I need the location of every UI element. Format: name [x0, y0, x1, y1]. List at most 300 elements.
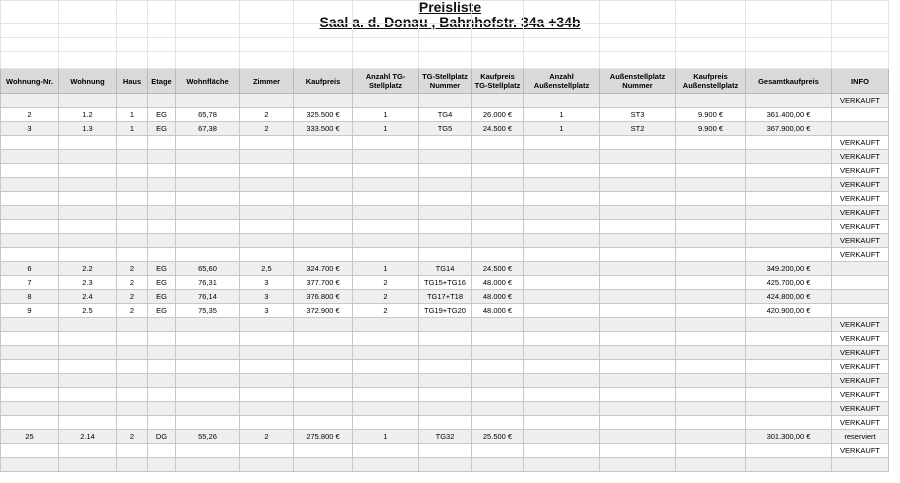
table-cell[interactable]: 9: [1, 304, 59, 318]
table-cell[interactable]: [240, 136, 294, 150]
table-cell[interactable]: [240, 332, 294, 346]
table-cell[interactable]: [353, 318, 419, 332]
empty-cell[interactable]: [600, 38, 676, 52]
table-cell[interactable]: [353, 94, 419, 108]
table-cell[interactable]: TG32: [419, 430, 472, 444]
info-cell[interactable]: VERKAUFT: [832, 178, 889, 192]
table-cell[interactable]: [117, 178, 148, 192]
table-cell[interactable]: [117, 234, 148, 248]
table-cell[interactable]: [746, 164, 832, 178]
empty-cell[interactable]: [240, 24, 294, 38]
table-cell[interactable]: [746, 388, 832, 402]
table-cell[interactable]: [59, 94, 117, 108]
info-cell[interactable]: VERKAUFT: [832, 402, 889, 416]
table-cell[interactable]: [1, 346, 59, 360]
table-cell[interactable]: 2: [117, 430, 148, 444]
table-cell[interactable]: [240, 360, 294, 374]
table-cell[interactable]: [148, 150, 176, 164]
table-cell[interactable]: [117, 458, 148, 472]
table-cell[interactable]: [472, 360, 524, 374]
table-cell[interactable]: [294, 388, 353, 402]
empty-cell[interactable]: [240, 38, 294, 52]
table-cell[interactable]: 325.500 €: [294, 108, 353, 122]
table-cell[interactable]: [353, 444, 419, 458]
table-cell[interactable]: [472, 136, 524, 150]
table-cell[interactable]: [59, 458, 117, 472]
table-cell[interactable]: [419, 416, 472, 430]
table-cell[interactable]: 1: [353, 430, 419, 444]
table-cell[interactable]: ST2: [600, 122, 676, 136]
table-cell[interactable]: 1.3: [59, 122, 117, 136]
table-cell[interactable]: [148, 374, 176, 388]
table-cell[interactable]: [524, 346, 600, 360]
table-cell[interactable]: [176, 346, 240, 360]
table-cell[interactable]: [176, 248, 240, 262]
table-cell[interactable]: [600, 178, 676, 192]
table-cell[interactable]: [294, 234, 353, 248]
empty-cell[interactable]: [419, 52, 472, 69]
table-cell[interactable]: [1, 458, 59, 472]
table-cell[interactable]: [59, 416, 117, 430]
table-cell[interactable]: [472, 318, 524, 332]
table-cell[interactable]: [419, 206, 472, 220]
table-cell[interactable]: [472, 192, 524, 206]
table-cell[interactable]: [472, 206, 524, 220]
empty-cell[interactable]: [676, 24, 746, 38]
table-cell[interactable]: 377.700 €: [294, 276, 353, 290]
table-cell[interactable]: [676, 262, 746, 276]
table-cell[interactable]: [294, 318, 353, 332]
table-cell[interactable]: [240, 346, 294, 360]
table-cell[interactable]: [419, 94, 472, 108]
empty-cell[interactable]: [600, 1, 676, 24]
table-cell[interactable]: [176, 360, 240, 374]
table-cell[interactable]: [600, 388, 676, 402]
table-cell[interactable]: 76,31: [176, 276, 240, 290]
table-cell[interactable]: 2.5: [59, 304, 117, 318]
table-cell[interactable]: [1, 374, 59, 388]
table-cell[interactable]: [240, 192, 294, 206]
empty-cell[interactable]: [524, 38, 600, 52]
info-cell[interactable]: VERKAUFT: [832, 374, 889, 388]
table-cell[interactable]: [1, 318, 59, 332]
info-cell[interactable]: VERKAUFT: [832, 164, 889, 178]
table-cell[interactable]: [294, 248, 353, 262]
empty-cell[interactable]: [832, 1, 889, 24]
table-cell[interactable]: [419, 360, 472, 374]
table-cell[interactable]: [148, 332, 176, 346]
info-cell[interactable]: VERKAUFT: [832, 220, 889, 234]
table-cell[interactable]: [676, 164, 746, 178]
table-cell[interactable]: [419, 346, 472, 360]
table-cell[interactable]: [746, 178, 832, 192]
table-cell[interactable]: [419, 332, 472, 346]
empty-cell[interactable]: [472, 1, 524, 24]
table-cell[interactable]: [148, 220, 176, 234]
table-cell[interactable]: [600, 206, 676, 220]
table-cell[interactable]: [294, 220, 353, 234]
table-cell[interactable]: 301.300,00 €: [746, 430, 832, 444]
table-cell[interactable]: TG5: [419, 122, 472, 136]
table-cell[interactable]: [1, 360, 59, 374]
table-cell[interactable]: [176, 150, 240, 164]
table-cell[interactable]: [240, 374, 294, 388]
empty-cell[interactable]: [176, 1, 240, 24]
table-cell[interactable]: [524, 374, 600, 388]
table-cell[interactable]: [59, 346, 117, 360]
table-cell[interactable]: [524, 164, 600, 178]
table-cell[interactable]: [524, 136, 600, 150]
table-cell[interactable]: [676, 402, 746, 416]
table-cell[interactable]: [117, 374, 148, 388]
empty-cell[interactable]: [676, 38, 746, 52]
table-cell[interactable]: [1, 192, 59, 206]
table-cell[interactable]: [1, 234, 59, 248]
table-cell[interactable]: [148, 360, 176, 374]
table-cell[interactable]: [676, 248, 746, 262]
table-cell[interactable]: 333.500 €: [294, 122, 353, 136]
table-cell[interactable]: [294, 416, 353, 430]
table-cell[interactable]: [419, 234, 472, 248]
empty-cell[interactable]: [353, 52, 419, 69]
empty-cell[interactable]: [148, 1, 176, 24]
table-cell[interactable]: [600, 94, 676, 108]
table-cell[interactable]: TG4: [419, 108, 472, 122]
empty-cell[interactable]: [524, 24, 600, 38]
table-cell[interactable]: [419, 374, 472, 388]
table-cell[interactable]: [600, 416, 676, 430]
empty-cell[interactable]: [240, 1, 294, 24]
empty-cell[interactable]: [472, 24, 524, 38]
table-cell[interactable]: [240, 388, 294, 402]
table-cell[interactable]: [294, 136, 353, 150]
table-cell[interactable]: [176, 374, 240, 388]
table-cell[interactable]: 349.200,00 €: [746, 262, 832, 276]
empty-cell[interactable]: [746, 1, 832, 24]
table-cell[interactable]: [59, 206, 117, 220]
table-cell[interactable]: [746, 346, 832, 360]
table-cell[interactable]: [600, 248, 676, 262]
table-cell[interactable]: [472, 150, 524, 164]
table-cell[interactable]: [524, 388, 600, 402]
column-header[interactable]: Wohnfläche: [176, 69, 240, 94]
empty-cell[interactable]: [117, 38, 148, 52]
empty-cell[interactable]: [746, 38, 832, 52]
table-cell[interactable]: [353, 234, 419, 248]
table-cell[interactable]: [746, 234, 832, 248]
table-cell[interactable]: 24.500 €: [472, 262, 524, 276]
table-cell[interactable]: [676, 206, 746, 220]
table-cell[interactable]: 48.000 €: [472, 290, 524, 304]
table-cell[interactable]: [148, 94, 176, 108]
table-cell[interactable]: [676, 290, 746, 304]
empty-cell[interactable]: [524, 1, 600, 24]
table-cell[interactable]: [294, 178, 353, 192]
table-cell[interactable]: [472, 458, 524, 472]
table-cell[interactable]: [240, 444, 294, 458]
table-cell[interactable]: [676, 94, 746, 108]
column-header[interactable]: Anzahl TG-Stellplatz: [353, 69, 419, 94]
table-cell[interactable]: [419, 388, 472, 402]
table-cell[interactable]: [746, 458, 832, 472]
table-cell[interactable]: [176, 444, 240, 458]
info-cell[interactable]: VERKAUFT: [832, 444, 889, 458]
table-cell[interactable]: [676, 332, 746, 346]
table-cell[interactable]: [472, 402, 524, 416]
table-cell[interactable]: [524, 318, 600, 332]
table-cell[interactable]: [148, 234, 176, 248]
table-cell[interactable]: [117, 416, 148, 430]
empty-cell[interactable]: [294, 24, 353, 38]
table-cell[interactable]: [294, 360, 353, 374]
table-cell[interactable]: [148, 164, 176, 178]
table-cell[interactable]: TG19+TG20: [419, 304, 472, 318]
table-cell[interactable]: [419, 318, 472, 332]
table-cell[interactable]: [676, 318, 746, 332]
table-cell[interactable]: 2: [353, 290, 419, 304]
table-cell[interactable]: [600, 458, 676, 472]
column-header[interactable]: Kaufpreis Außenstellplatz: [676, 69, 746, 94]
column-header[interactable]: Haus: [117, 69, 148, 94]
table-cell[interactable]: [600, 304, 676, 318]
table-cell[interactable]: [59, 164, 117, 178]
table-cell[interactable]: [524, 458, 600, 472]
table-cell[interactable]: [240, 94, 294, 108]
table-cell[interactable]: [176, 136, 240, 150]
table-cell[interactable]: [353, 206, 419, 220]
table-cell[interactable]: [524, 220, 600, 234]
empty-cell[interactable]: [1, 24, 59, 38]
table-cell[interactable]: [676, 150, 746, 164]
table-cell[interactable]: 7: [1, 276, 59, 290]
table-cell[interactable]: 275.800 €: [294, 430, 353, 444]
table-cell[interactable]: [59, 444, 117, 458]
table-cell[interactable]: [746, 192, 832, 206]
column-header[interactable]: Kaufpreis TG-Stellplatz: [472, 69, 524, 94]
table-cell[interactable]: [59, 178, 117, 192]
info-cell[interactable]: [832, 290, 889, 304]
table-cell[interactable]: [353, 150, 419, 164]
table-cell[interactable]: [600, 220, 676, 234]
info-cell[interactable]: VERKAUFT: [832, 234, 889, 248]
table-cell[interactable]: [1, 248, 59, 262]
table-cell[interactable]: [148, 402, 176, 416]
table-cell[interactable]: 425.700,00 €: [746, 276, 832, 290]
column-header[interactable]: Zimmer: [240, 69, 294, 94]
table-cell[interactable]: [353, 136, 419, 150]
table-cell[interactable]: [240, 206, 294, 220]
table-cell[interactable]: [294, 150, 353, 164]
empty-cell[interactable]: [676, 1, 746, 24]
table-cell[interactable]: [676, 178, 746, 192]
empty-cell[interactable]: [148, 52, 176, 69]
column-header[interactable]: Wohnung-Nr.: [1, 69, 59, 94]
table-cell[interactable]: [524, 332, 600, 346]
table-cell[interactable]: [148, 248, 176, 262]
empty-cell[interactable]: [176, 52, 240, 69]
table-cell[interactable]: 1: [524, 122, 600, 136]
table-cell[interactable]: [1, 150, 59, 164]
table-cell[interactable]: [746, 220, 832, 234]
table-cell[interactable]: [240, 402, 294, 416]
table-cell[interactable]: 2.4: [59, 290, 117, 304]
table-cell[interactable]: [294, 94, 353, 108]
table-cell[interactable]: [676, 374, 746, 388]
table-cell[interactable]: [600, 318, 676, 332]
column-header[interactable]: Außenstellplatz Nummer: [600, 69, 676, 94]
table-cell[interactable]: [148, 458, 176, 472]
table-cell[interactable]: 420.900,00 €: [746, 304, 832, 318]
table-cell[interactable]: [676, 304, 746, 318]
table-cell[interactable]: [524, 94, 600, 108]
table-cell[interactable]: [600, 430, 676, 444]
table-cell[interactable]: [59, 248, 117, 262]
empty-cell[interactable]: [353, 24, 419, 38]
table-cell[interactable]: [1, 220, 59, 234]
table-cell[interactable]: [353, 178, 419, 192]
table-cell[interactable]: [117, 248, 148, 262]
table-cell[interactable]: [600, 444, 676, 458]
table-cell[interactable]: TG17+T18: [419, 290, 472, 304]
table-cell[interactable]: 9.900 €: [676, 108, 746, 122]
info-cell[interactable]: VERKAUFT: [832, 136, 889, 150]
info-cell[interactable]: VERKAUFT: [832, 192, 889, 206]
table-cell[interactable]: 2: [117, 262, 148, 276]
info-cell[interactable]: [832, 122, 889, 136]
table-cell[interactable]: [353, 458, 419, 472]
table-cell[interactable]: [600, 332, 676, 346]
empty-cell[interactable]: [59, 24, 117, 38]
table-cell[interactable]: [353, 332, 419, 346]
table-cell[interactable]: [294, 444, 353, 458]
table-cell[interactable]: DG: [148, 430, 176, 444]
empty-cell[interactable]: [746, 52, 832, 69]
table-cell[interactable]: [176, 318, 240, 332]
table-cell[interactable]: 48.000 €: [472, 304, 524, 318]
empty-cell[interactable]: [117, 1, 148, 24]
table-cell[interactable]: [746, 150, 832, 164]
table-cell[interactable]: [59, 402, 117, 416]
table-cell[interactable]: [353, 374, 419, 388]
table-cell[interactable]: 3: [1, 122, 59, 136]
table-cell[interactable]: [524, 206, 600, 220]
table-cell[interactable]: 3: [240, 304, 294, 318]
empty-cell[interactable]: [419, 24, 472, 38]
table-cell[interactable]: [1, 416, 59, 430]
empty-cell[interactable]: [600, 24, 676, 38]
table-cell[interactable]: [1, 94, 59, 108]
table-cell[interactable]: 361.400,00 €: [746, 108, 832, 122]
table-cell[interactable]: [148, 318, 176, 332]
table-cell[interactable]: ST3: [600, 108, 676, 122]
table-cell[interactable]: [240, 416, 294, 430]
table-cell[interactable]: [524, 402, 600, 416]
table-cell[interactable]: [117, 136, 148, 150]
table-cell[interactable]: [419, 150, 472, 164]
table-cell[interactable]: [59, 192, 117, 206]
table-cell[interactable]: [240, 248, 294, 262]
table-cell[interactable]: [117, 220, 148, 234]
table-cell[interactable]: [59, 374, 117, 388]
table-cell[interactable]: 2: [117, 276, 148, 290]
table-cell[interactable]: [524, 150, 600, 164]
table-cell[interactable]: [746, 206, 832, 220]
table-cell[interactable]: 2.14: [59, 430, 117, 444]
table-cell[interactable]: [294, 332, 353, 346]
table-cell[interactable]: [419, 220, 472, 234]
empty-cell[interactable]: [832, 52, 889, 69]
table-cell[interactable]: [472, 444, 524, 458]
table-cell[interactable]: 8: [1, 290, 59, 304]
empty-cell[interactable]: [472, 52, 524, 69]
table-cell[interactable]: [676, 220, 746, 234]
table-cell[interactable]: 65,60: [176, 262, 240, 276]
table-cell[interactable]: 1: [353, 262, 419, 276]
table-cell[interactable]: [148, 444, 176, 458]
table-cell[interactable]: [600, 262, 676, 276]
table-cell[interactable]: [176, 164, 240, 178]
table-cell[interactable]: [600, 276, 676, 290]
table-cell[interactable]: [746, 332, 832, 346]
table-cell[interactable]: 1: [117, 108, 148, 122]
table-cell[interactable]: [240, 164, 294, 178]
table-cell[interactable]: 2: [117, 290, 148, 304]
empty-cell[interactable]: [1, 52, 59, 69]
table-cell[interactable]: [676, 430, 746, 444]
table-cell[interactable]: [524, 178, 600, 192]
table-cell[interactable]: [600, 136, 676, 150]
table-cell[interactable]: [240, 150, 294, 164]
table-cell[interactable]: [294, 164, 353, 178]
table-cell[interactable]: [1, 136, 59, 150]
table-cell[interactable]: [148, 346, 176, 360]
empty-cell[interactable]: [148, 38, 176, 52]
table-cell[interactable]: [294, 458, 353, 472]
table-cell[interactable]: [148, 136, 176, 150]
table-cell[interactable]: [59, 332, 117, 346]
empty-cell[interactable]: [294, 52, 353, 69]
table-cell[interactable]: [353, 164, 419, 178]
table-cell[interactable]: [353, 388, 419, 402]
table-cell[interactable]: 48.000 €: [472, 276, 524, 290]
table-cell[interactable]: [472, 248, 524, 262]
table-cell[interactable]: [524, 416, 600, 430]
empty-cell[interactable]: [746, 24, 832, 38]
table-cell[interactable]: [472, 374, 524, 388]
table-cell[interactable]: [600, 192, 676, 206]
table-cell[interactable]: [148, 206, 176, 220]
table-cell[interactable]: [472, 234, 524, 248]
table-cell[interactable]: 2: [1, 108, 59, 122]
empty-cell[interactable]: [832, 24, 889, 38]
empty-cell[interactable]: [353, 38, 419, 52]
table-cell[interactable]: [59, 234, 117, 248]
table-cell[interactable]: [353, 416, 419, 430]
table-cell[interactable]: 55,26: [176, 430, 240, 444]
table-cell[interactable]: [117, 444, 148, 458]
table-cell[interactable]: [524, 248, 600, 262]
table-cell[interactable]: 25: [1, 430, 59, 444]
table-cell[interactable]: [117, 346, 148, 360]
info-cell[interactable]: VERKAUFT: [832, 360, 889, 374]
table-cell[interactable]: [240, 178, 294, 192]
empty-cell[interactable]: [472, 38, 524, 52]
info-cell[interactable]: VERKAUFT: [832, 346, 889, 360]
table-cell[interactable]: [600, 374, 676, 388]
table-cell[interactable]: [419, 444, 472, 458]
table-cell[interactable]: 367.900,00 €: [746, 122, 832, 136]
empty-cell[interactable]: [600, 52, 676, 69]
